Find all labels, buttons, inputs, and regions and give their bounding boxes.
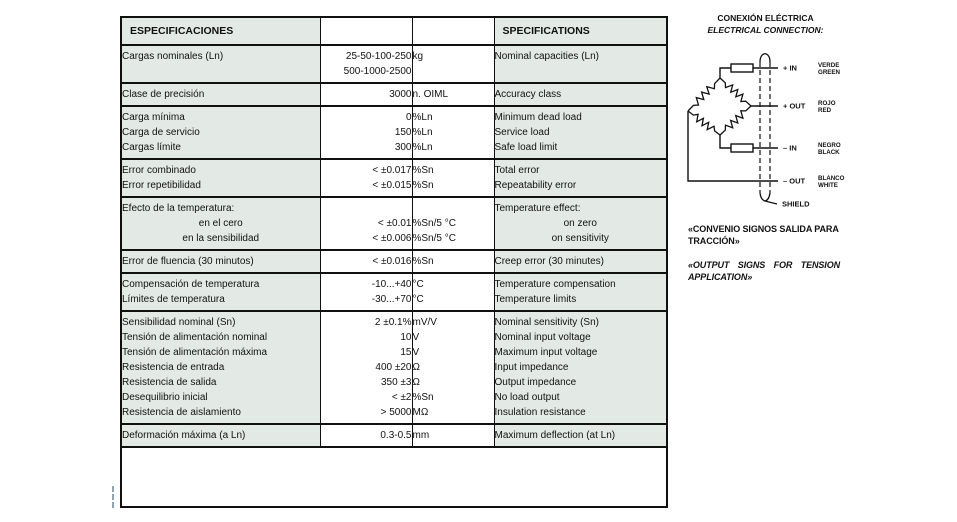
table-row bbox=[122, 45, 666, 64]
spec-label-es: Tensión de alimentación máxima bbox=[122, 345, 320, 360]
wire-color-es: BLANCO bbox=[818, 175, 845, 182]
spec-label-en: Temperature limits bbox=[494, 292, 666, 311]
spec-value: 15 bbox=[320, 345, 412, 360]
table-row bbox=[122, 292, 666, 311]
spec-label-es: Error repetibilidad bbox=[122, 178, 320, 197]
spec-unit: kg bbox=[412, 45, 494, 64]
bridge-circuit-diagram bbox=[683, 48, 883, 218]
page-edge-mark bbox=[112, 486, 114, 508]
diagram-title-en: ELECTRICAL CONNECTION: bbox=[707, 25, 824, 35]
spec-label-en: Maximum deflection (at Ln) bbox=[494, 424, 666, 447]
spec-unit: %Sn bbox=[412, 178, 494, 197]
spec-value: 350 ±3 bbox=[320, 375, 412, 390]
table-row bbox=[122, 125, 666, 140]
spec-value: < ±2 bbox=[320, 390, 412, 405]
strain-gauge-resistor-icon bbox=[720, 78, 751, 106]
spec-label-es: en la sensibilidad bbox=[122, 231, 320, 250]
compensation-resistor-icon bbox=[731, 64, 753, 72]
spec-label-es: Resistencia de entrada bbox=[122, 360, 320, 375]
group-temperature-effect bbox=[122, 197, 666, 250]
diagram-title bbox=[683, 12, 848, 36]
wire-color-en: GREEN bbox=[818, 69, 841, 76]
spec-label-es: Cargas límite bbox=[122, 140, 320, 159]
spec-label-es: Carga mínima bbox=[122, 106, 320, 125]
wire-color-es: ROJO bbox=[818, 100, 836, 107]
spec-label-en: Safe load limit bbox=[494, 140, 666, 159]
spec-label-es: Error de fluencia (30 minutos) bbox=[122, 250, 320, 273]
header-en: SPECIFICATIONS bbox=[494, 18, 666, 45]
spec-value: -30...+70 bbox=[320, 292, 412, 311]
table-row bbox=[122, 231, 666, 250]
spec-unit: %Ln bbox=[412, 106, 494, 125]
spec-value: < ±0.006 bbox=[320, 231, 412, 250]
table-row bbox=[122, 83, 666, 106]
group-nominal-capacities bbox=[122, 45, 666, 83]
spec-unit: %Sn bbox=[412, 159, 494, 178]
spec-unit bbox=[412, 64, 494, 83]
spec-label-en: Creep error (30 minutes) bbox=[494, 250, 666, 273]
spec-value: < ±0.015 bbox=[320, 178, 412, 197]
spec-label-en: Insulation resistance bbox=[494, 405, 666, 424]
spec-label-es: Clase de precisión bbox=[122, 83, 320, 106]
group-creep-error bbox=[122, 250, 666, 273]
spec-label-es: Límites de temperatura bbox=[122, 292, 320, 311]
spec-value: 0.3-0.5 bbox=[320, 424, 412, 447]
spec-label-en: Nominal sensitivity (Sn) bbox=[494, 311, 666, 330]
spec-label-en bbox=[494, 64, 666, 83]
spec-label-en: Temperature compensation bbox=[494, 273, 666, 292]
table-header-row bbox=[122, 18, 666, 45]
table-row bbox=[122, 159, 666, 178]
spec-value: 0 bbox=[320, 106, 412, 125]
spec-value: 3000 bbox=[320, 83, 412, 106]
spec-unit: Ω bbox=[412, 375, 494, 390]
spec-unit: %Sn bbox=[412, 250, 494, 273]
spec-label-es: Cargas nominales (Ln) bbox=[122, 45, 320, 64]
spec-label-es: Tensión de alimentación nominal bbox=[122, 330, 320, 345]
spec-unit: %Ln bbox=[412, 125, 494, 140]
spec-value: 500-1000-2500 bbox=[320, 64, 412, 83]
spec-label-es: Resistencia de salida bbox=[122, 375, 320, 390]
spec-label-es: Compensación de temperatura bbox=[122, 273, 320, 292]
spec-unit: %Ln bbox=[412, 140, 494, 159]
spec-label-en: on sensitivity bbox=[494, 231, 666, 250]
group-errors bbox=[122, 159, 666, 197]
table-row bbox=[122, 330, 666, 345]
wire-color-en: BLACK bbox=[818, 149, 840, 156]
group-loads bbox=[122, 106, 666, 159]
spec-label-en: No load output bbox=[494, 390, 666, 405]
spec-unit bbox=[412, 197, 494, 216]
table-row bbox=[122, 360, 666, 375]
spec-value: > 5000 bbox=[320, 405, 412, 424]
spec-unit: mV/V bbox=[412, 311, 494, 330]
table-row bbox=[122, 178, 666, 197]
note-output-signs-en: «OUTPUT SIGNS FOR TENSION APPLICATION» bbox=[688, 260, 840, 282]
spec-unit: mm bbox=[412, 424, 494, 447]
spec-label-en: Repeatability error bbox=[494, 178, 666, 197]
table-row bbox=[122, 345, 666, 360]
table-row bbox=[122, 405, 666, 424]
terminal-label-minus-out: – OUT bbox=[783, 176, 806, 186]
spec-label-en: Minimum dead load bbox=[494, 106, 666, 125]
spec-unit: n. OIML bbox=[412, 83, 494, 106]
table-row bbox=[122, 197, 666, 216]
strain-gauge-resistor-icon bbox=[720, 106, 751, 135]
spec-label-es: Resistencia de aislamiento bbox=[122, 405, 320, 424]
group-temperature-range bbox=[122, 273, 666, 311]
wire-color-es: VERDE bbox=[818, 62, 840, 69]
spec-unit: %Sn/5 °C bbox=[412, 231, 494, 250]
strain-gauge-resistor-icon bbox=[688, 78, 720, 111]
spec-label-en: Total error bbox=[494, 159, 666, 178]
strain-gauge-resistor-icon bbox=[688, 111, 720, 135]
spec-unit: MΩ bbox=[412, 405, 494, 424]
wheatstone-bridge-icon bbox=[688, 78, 751, 135]
spec-label-en: Accuracy class bbox=[494, 83, 666, 106]
group-deflection bbox=[122, 424, 666, 447]
spec-unit: °C bbox=[412, 273, 494, 292]
table-row bbox=[122, 375, 666, 390]
spec-label-es: en el cero bbox=[122, 216, 320, 231]
diagram-title-es: CONEXIÓN ELÉCTRICA bbox=[717, 13, 814, 23]
table-row bbox=[122, 216, 666, 231]
spec-label-en: Input impedance bbox=[494, 360, 666, 375]
spec-label-es: Desequilibrio inicial bbox=[122, 390, 320, 405]
spec-value: 10 bbox=[320, 330, 412, 345]
wire-color-en: WHITE bbox=[818, 182, 838, 189]
spec-label-en: Maximum input voltage bbox=[494, 345, 666, 360]
spec-value: 25-50-100-250 bbox=[320, 45, 412, 64]
spec-label-es: Sensibilidad nominal (Sn) bbox=[122, 311, 320, 330]
spec-label-es: Efecto de la temperatura: bbox=[122, 197, 320, 216]
table-row bbox=[122, 250, 666, 273]
spec-label-es: Deformación máxima (a Ln) bbox=[122, 424, 320, 447]
spec-label-en: Output impedance bbox=[494, 375, 666, 390]
group-electrical bbox=[122, 311, 666, 424]
header-unit-blank bbox=[412, 18, 494, 45]
spec-unit: %Sn bbox=[412, 390, 494, 405]
spec-label-en: Nominal input voltage bbox=[494, 330, 666, 345]
spec-unit: Ω bbox=[412, 360, 494, 375]
header-value-blank bbox=[320, 18, 412, 45]
spec-label-en: Temperature effect: bbox=[494, 197, 666, 216]
spec-unit: V bbox=[412, 330, 494, 345]
header-es: ESPECIFICACIONES bbox=[122, 18, 320, 45]
spec-label-es: Carga de servicio bbox=[122, 125, 320, 140]
table-row bbox=[122, 64, 666, 83]
shield-label: SHIELD bbox=[782, 199, 810, 209]
spec-label-en: on zero bbox=[494, 216, 666, 231]
table-row bbox=[122, 140, 666, 159]
table-header bbox=[122, 18, 666, 45]
table-row bbox=[122, 273, 666, 292]
specifications-table-frame bbox=[120, 16, 668, 508]
spec-value: < ±0.01 bbox=[320, 216, 412, 231]
spec-label-en: Service load bbox=[494, 125, 666, 140]
spec-unit: °C bbox=[412, 292, 494, 311]
spec-label-es: Error combinado bbox=[122, 159, 320, 178]
table-row bbox=[122, 106, 666, 125]
spec-value: 150 bbox=[320, 125, 412, 140]
wire-color-en: RED bbox=[818, 107, 832, 114]
group-accuracy-class bbox=[122, 83, 666, 106]
spec-value: < ±0.016 bbox=[320, 250, 412, 273]
spec-label-es bbox=[122, 64, 320, 83]
table-row bbox=[122, 311, 666, 330]
specifications-table bbox=[122, 18, 666, 448]
spec-value: -10...+40 bbox=[320, 273, 412, 292]
spec-unit: V bbox=[412, 345, 494, 360]
terminal-label-minus-in: – IN bbox=[783, 143, 797, 153]
spec-value: 400 ±20 bbox=[320, 360, 412, 375]
spec-unit: %Sn/5 °C bbox=[412, 216, 494, 231]
table-row bbox=[122, 424, 666, 447]
compensation-resistor-icon bbox=[731, 144, 753, 152]
wire-color-es: NEGRO bbox=[818, 142, 841, 149]
spec-value: 2 ±0.1% bbox=[320, 311, 412, 330]
spec-value: 300 bbox=[320, 140, 412, 159]
note-output-signs-es: «CONVENIO SIGNOS SALIDA PARA TRACCIÓN» bbox=[688, 224, 839, 246]
spec-label-en: Nominal capacities (Ln) bbox=[494, 45, 666, 64]
terminal-label-plus-in: + IN bbox=[783, 63, 797, 73]
terminal-label-plus-out: + OUT bbox=[783, 101, 806, 111]
spec-value bbox=[320, 197, 412, 216]
spec-value: < ±0.017 bbox=[320, 159, 412, 178]
table-row bbox=[122, 390, 666, 405]
